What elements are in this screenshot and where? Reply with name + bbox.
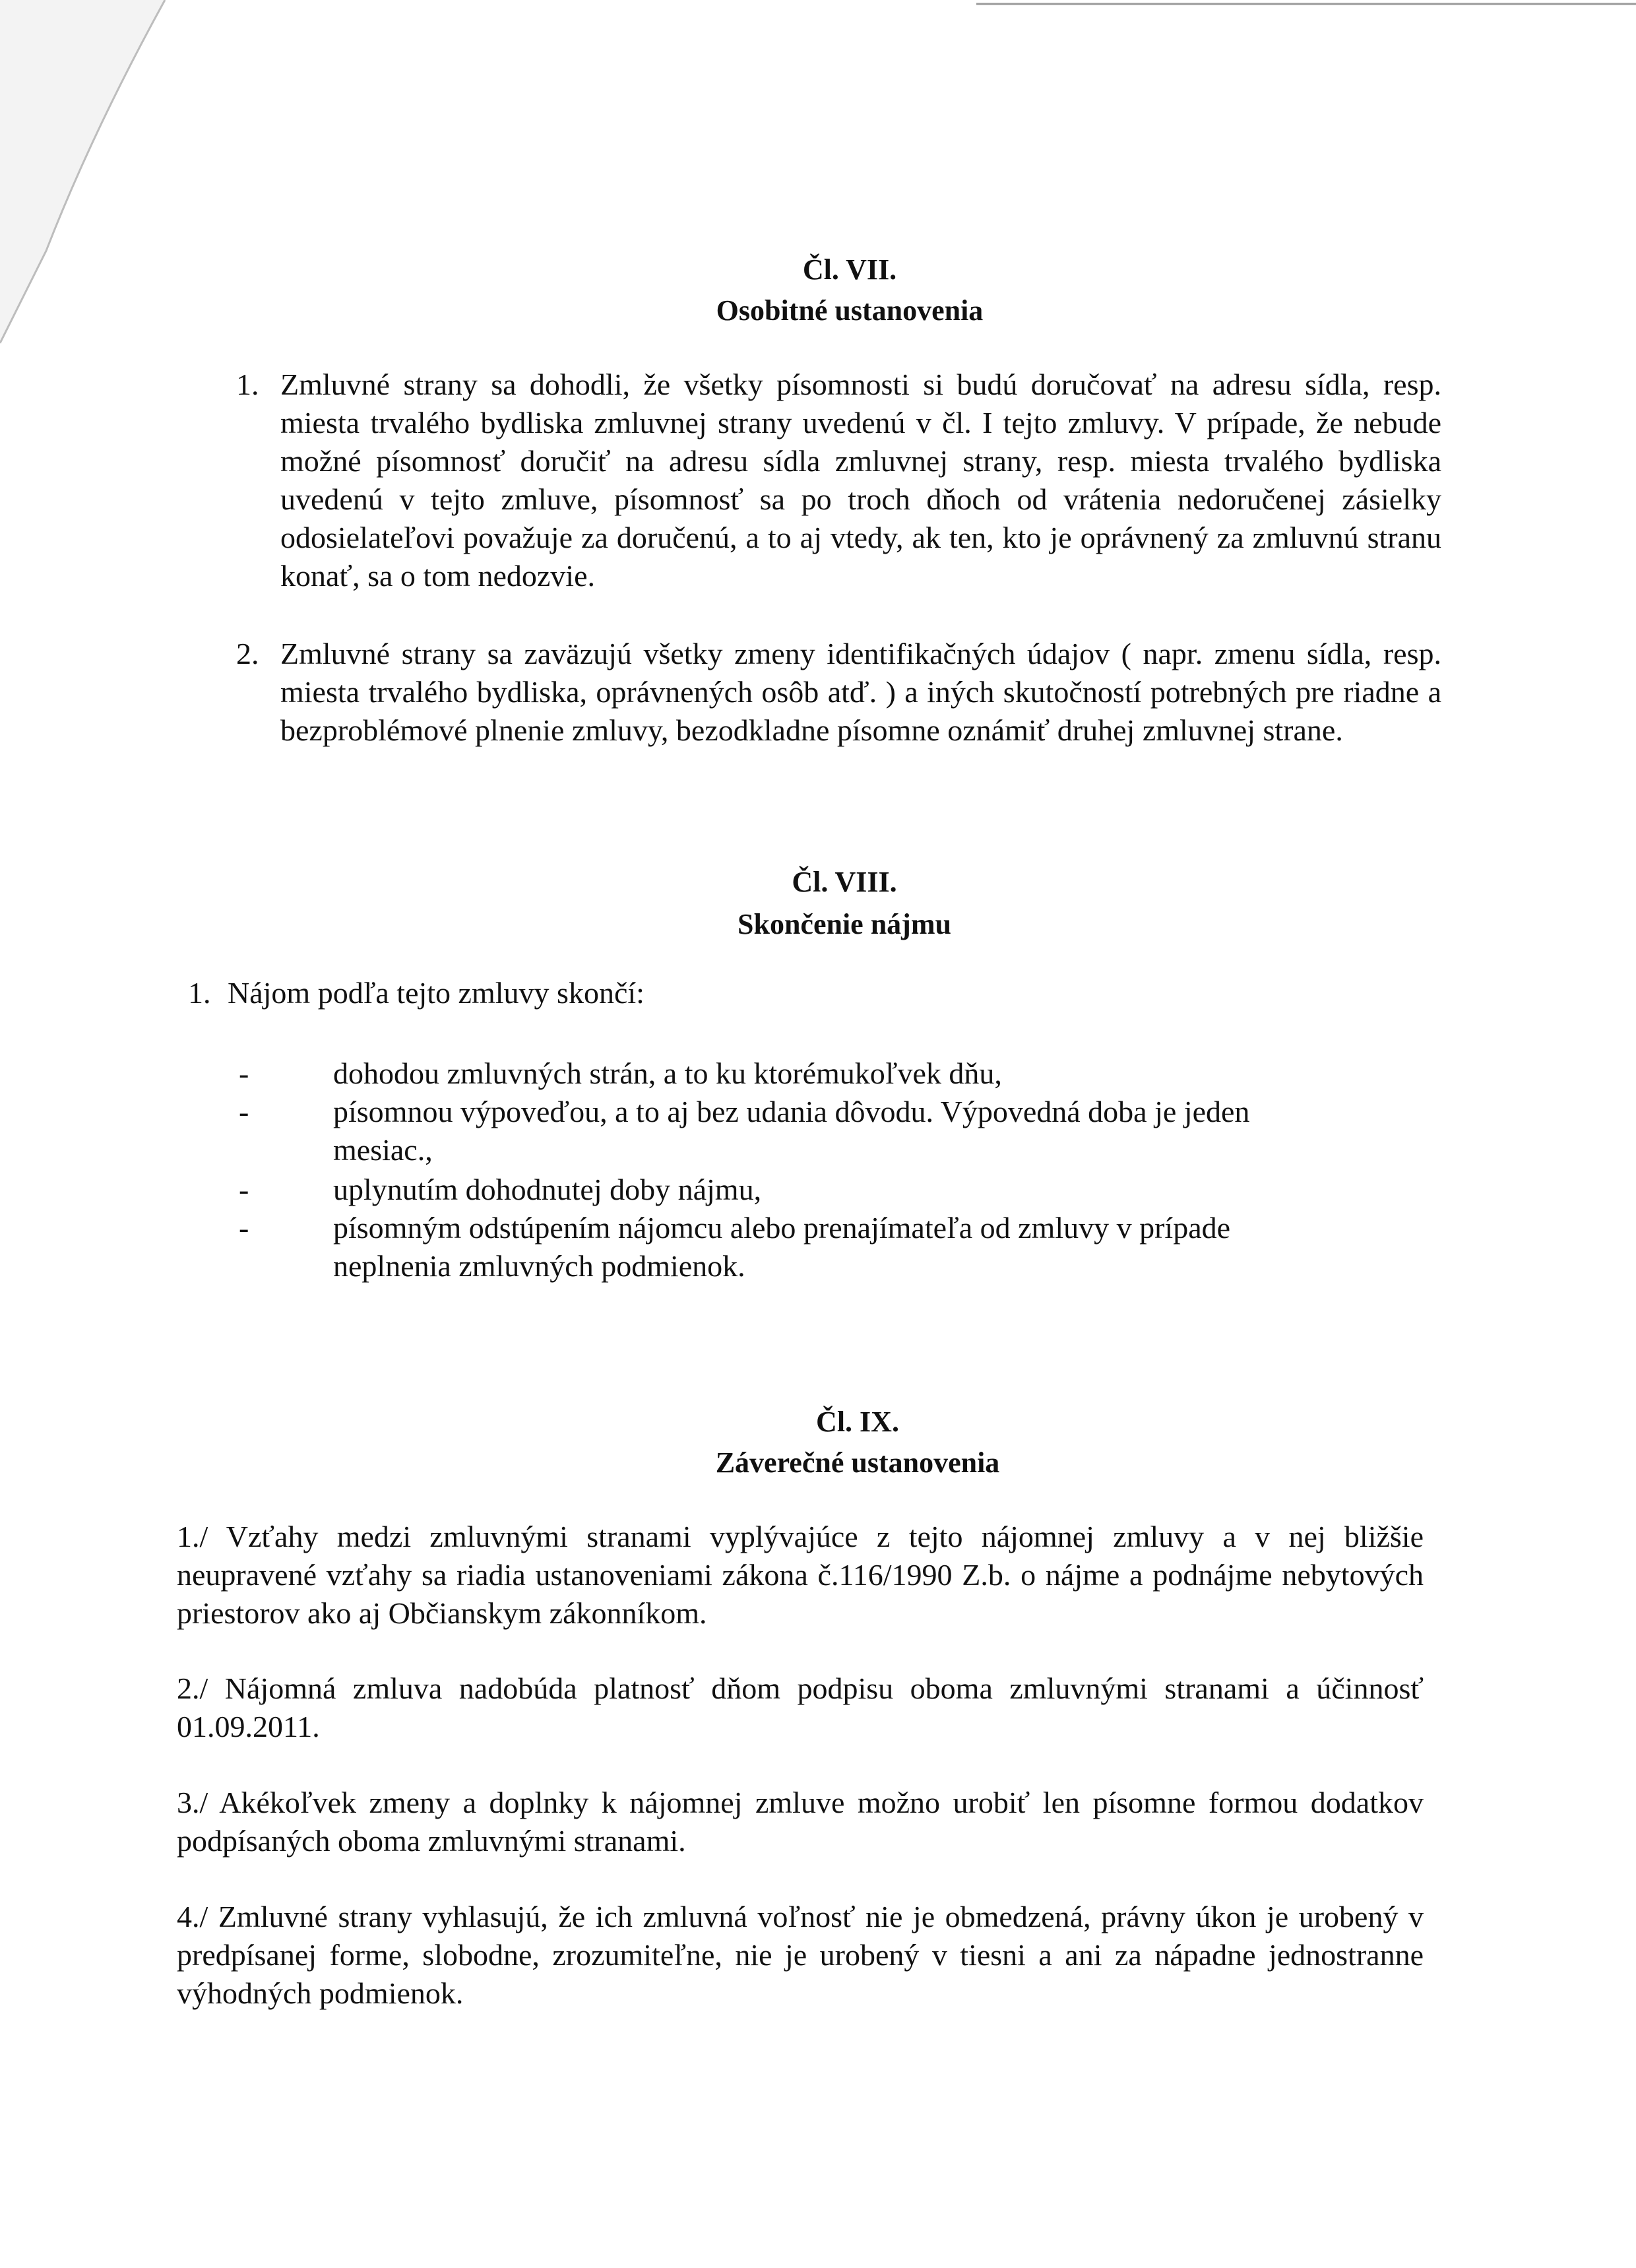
- bullet-dash: -: [239, 1211, 249, 1245]
- article-7-item-2: Zmluvné strany sa zaväzujú všetky zmeny identifikačných údajov ( napr. zmenu sídla, resp. miesta trvalého bydliska, oprávnených osôb atď. ) a iných skutočností potrebných pre riadne a bezproblémové plnenie zmluvy, bezodkladne písomne oznámiť druhej zmluvnej strane.: [280, 637, 1441, 747]
- article-8-bullet-1: dohodou zmluvných strán, a to ku ktorémukoľvek dňu,: [333, 1056, 1002, 1090]
- article-9-item-4: 4./ Zmluvné strany vyhlasujú, že ich zmluvná voľnosť nie je obmedzená, právny úkon je urobený v predpísanej forme, slobodne, zrozumiteľne, nie je urobený v tiesni a ani za nápadne jednostranne výhodných podmienok.: [177, 1900, 1424, 2010]
- bullet-dash: -: [239, 1056, 249, 1090]
- article-8-intro: Nájom podľa tejto zmluvy skončí:: [228, 976, 645, 1010]
- article-8-intro-number: 1.: [188, 976, 211, 1010]
- article-9-item-2: 2./ Nájomná zmluva nadobúda platnosť dňom podpisu oboma zmluvnými stranami a účinnosť 01.09.2011.: [177, 1671, 1424, 1743]
- article-7-item-1: Zmluvné strany sa dohodli, že všetky písomnosti si budú doručovať na adresu sídla, resp. miesta trvalého bydliska zmluvnej strany uvedenú v čl. I tejto zmluvy. V prípade, že nebude možné písomnosť doručiť na adresu sídla zmluvnej strany, resp. miesta trvalého bydliska uvedenú v tejto zmluve, písomnosť sa po troch dňoch od vrátenia nedoručenej zásielky odosielateľovi považuje za doručenú, a to aj vtedy, ak ten, kto je oprávnený za zmluvnú stranu konať, sa o tom nedozvie.: [280, 368, 1441, 593]
- article-8-bullet-2: písomnou výpoveďou, a to aj bez udania dôvodu. Výpovedná doba je jeden mesiac.,: [333, 1095, 1250, 1167]
- article-9-item-1: 1./ Vzťahy medzi zmluvnými stranami vyplývajúce z tejto nájomnej zmluvy a v nej bližšie neupravené vzťahy sa riadia ustanoveniami zákona č.116/1990 Z.b. o nájme a podnájme nebytových priestorov ako aj Občianskym zákonníkom.: [177, 1520, 1424, 1630]
- article-9-item-3: 3./ Akékoľvek zmeny a doplnky k nájomnej zmluve možno urobiť len písomne formou dodatkov podpísaných oboma zmluvnými stranami.: [177, 1786, 1424, 1858]
- article-7-item-2-number: 2.: [236, 637, 259, 670]
- article-7-item-1-number: 1.: [236, 368, 259, 401]
- bullet-dash: -: [239, 1095, 249, 1128]
- article-8-bullet-3: uplynutím dohodnutej doby nájmu,: [333, 1173, 762, 1206]
- article-8-title: Čl. VIII.: [792, 866, 897, 898]
- article-7-title: Čl. VII.: [802, 253, 897, 286]
- article-8-subtitle: Skončenie nájmu: [738, 908, 951, 940]
- article-9-subtitle: Záverečné ustanovenia: [715, 1446, 1000, 1479]
- article-7-subtitle: Osobitné ustanovenia: [716, 294, 984, 327]
- article-8-bullet-4: písomným odstúpením nájomcu alebo prenajímateľa od zmluvy v prípade neplnenia zmluvných podmienok.: [333, 1211, 1231, 1283]
- bullet-dash: -: [239, 1173, 249, 1206]
- article-9-title: Čl. IX.: [816, 1406, 899, 1438]
